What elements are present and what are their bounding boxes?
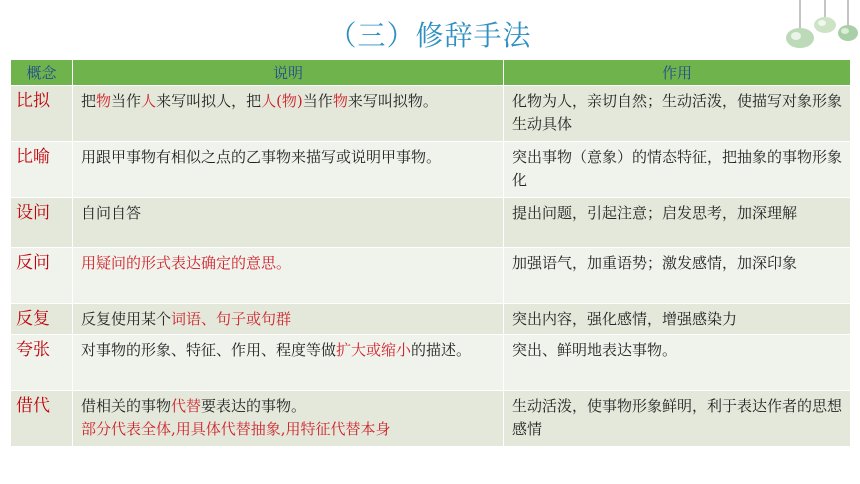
highlighted-text: 物 xyxy=(332,92,348,110)
table-row xyxy=(11,86,851,142)
description-text: 自问自答 xyxy=(81,204,142,222)
description-text: 来写叫拟物。 xyxy=(347,92,438,110)
highlighted-text: 代替 xyxy=(171,397,202,415)
concept-name: 设问 xyxy=(11,198,73,248)
highlighted-text: 物 xyxy=(96,92,112,110)
concept-description xyxy=(73,391,504,447)
description-text: 的描述。 xyxy=(411,341,472,359)
concept-description xyxy=(73,248,504,304)
rhetoric-table xyxy=(10,59,851,447)
table-row xyxy=(11,335,851,391)
table-header xyxy=(11,60,851,86)
concept-effect: 突出、鲜明地表达事物。 xyxy=(504,335,851,391)
table-row xyxy=(11,142,851,198)
concept-description xyxy=(73,304,504,335)
highlighted-text: 部分代表全体,用具体代替抽象,用特征代替本身 xyxy=(81,420,391,438)
concept-name: 借代 xyxy=(11,391,73,447)
description-text: 对事物的形象、特征、作用、程度等做 xyxy=(81,341,337,359)
header-effect: 作用 xyxy=(504,60,851,86)
table-row xyxy=(11,248,851,304)
concept-effect: 生动活泼，使事物形象鲜明，利于表达作者的思想感情 xyxy=(504,391,851,447)
concept-effect: 化物为人，亲切自然；生动活泼，使描写对象形象生动具体 xyxy=(504,86,851,142)
concept-effect: 加强语气，加重语势；激发感情，加深印象 xyxy=(504,248,851,304)
concept-name: 反复 xyxy=(11,304,73,335)
concept-description xyxy=(73,86,504,142)
table-row xyxy=(11,198,851,248)
highlighted-text: 人(物) xyxy=(261,92,303,110)
description-text: 当作 xyxy=(302,92,333,110)
table-row xyxy=(11,391,851,447)
highlighted-text: 用疑问的形式表达确定的意思。 xyxy=(81,254,292,272)
description-text: 来写叫拟人，把 xyxy=(156,92,262,110)
header-description: 说明 xyxy=(73,60,504,86)
highlighted-text: 词语、句子或句群 xyxy=(171,310,292,328)
table-row xyxy=(11,304,851,335)
concept-description xyxy=(73,335,504,391)
highlighted-text: 扩大或缩小 xyxy=(336,341,412,359)
concept-name: 比拟 xyxy=(11,86,73,142)
concept-effect: 突出内容，强化感情，增强感染力 xyxy=(504,304,851,335)
description-text: 把 xyxy=(81,92,97,110)
header-concept: 概念 xyxy=(11,60,73,86)
description-text: 反复使用某个 xyxy=(81,310,172,328)
highlighted-text: 人 xyxy=(141,92,157,110)
page-title: （三）修辞手法 xyxy=(328,19,532,52)
description-text: 用跟甲事物有相似之点的乙事物来描写或说明甲事物。 xyxy=(81,148,442,166)
concept-description xyxy=(73,142,504,198)
concept-description xyxy=(73,198,504,248)
description-text: 当作 xyxy=(111,92,142,110)
concept-effect: 提出问题，引起注意；启发思考，加深理解 xyxy=(504,198,851,248)
concept-effect: 突出事物（意象）的情态特征，把抽象的事物形象化 xyxy=(504,142,851,198)
hanging-lamps-decoration xyxy=(770,0,860,60)
description-text: 要表达的事物。 xyxy=(201,397,307,415)
concept-name: 比喻 xyxy=(11,142,73,198)
concept-name: 反问 xyxy=(11,248,73,304)
description-text: 借相关的事物 xyxy=(81,397,172,415)
concept-name: 夸张 xyxy=(11,335,73,391)
